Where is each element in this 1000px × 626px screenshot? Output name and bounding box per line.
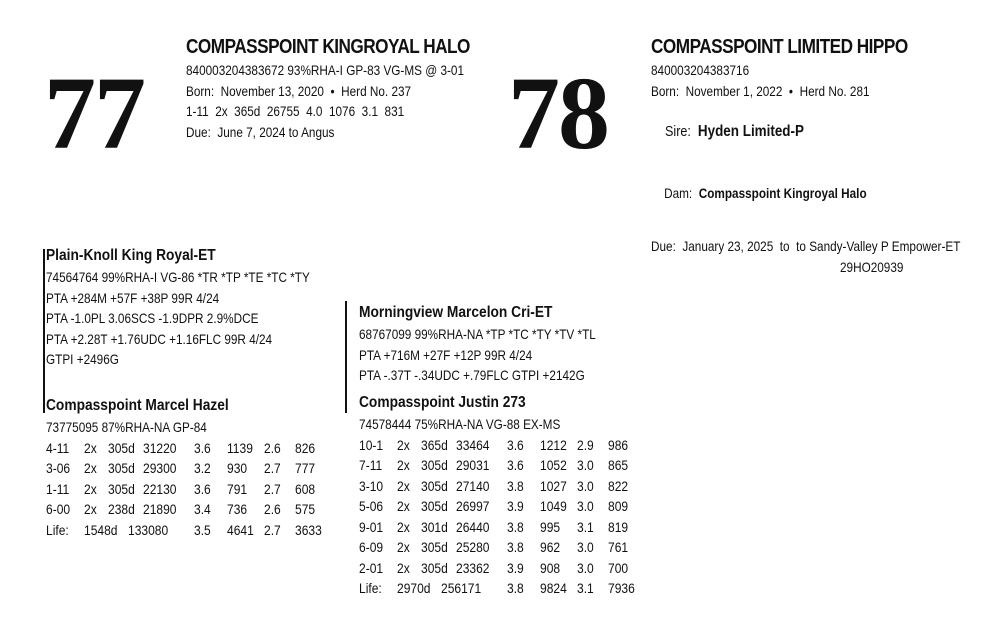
table-cell: 2x <box>397 498 410 514</box>
table-cell: 33464 <box>456 436 490 453</box>
table-cell: 3.0 <box>577 539 594 555</box>
lot-78-title: COMPASSPOINT LIMITED HIPPO <box>651 36 908 58</box>
lifetime-cell: 3.5 <box>194 521 211 538</box>
table-cell: 305d <box>108 439 135 456</box>
dam-left <box>46 395 322 540</box>
table-cell: 777 <box>295 460 316 476</box>
table-cell: 3.6 <box>507 436 524 453</box>
table-cell: 736 <box>227 501 248 517</box>
table-row <box>359 558 629 579</box>
table-cell: 3.0 <box>577 457 594 473</box>
pedigree-line: 74564764 99%RHA-I VG-86 *TR *TP *TE *TC *TY <box>46 269 310 285</box>
lot-78-due-code: 29HO20939 <box>840 258 904 275</box>
pedigree-line: PTA -1.0PL 3.06SCS -1.9DPR 2.9%DCE <box>46 310 259 326</box>
pedigree-bracket-right <box>345 301 347 413</box>
table-cell: 2-01 <box>359 559 384 576</box>
lot-78-dam-label: Dam: <box>664 185 693 201</box>
pedigree-bracket-left <box>43 249 45 413</box>
table-row <box>359 455 629 476</box>
table-cell: 1212 <box>540 436 567 453</box>
table-cell: 29300 <box>143 460 177 476</box>
lot-77-due: Due: June 7, 2024 to Angus <box>186 123 335 140</box>
sire-right <box>359 302 641 386</box>
table-cell: 962 <box>540 539 561 555</box>
pedigree-line: PTA +716M +27F +12P 99R 4/24 <box>359 346 533 363</box>
table-row <box>46 479 316 500</box>
table-cell: 2x <box>397 559 410 576</box>
table-cell: 31220 <box>143 439 177 456</box>
table-cell: 2x <box>84 439 97 456</box>
table-cell: 1027 <box>540 477 567 494</box>
dam-left-name: Compasspoint Marcel Hazel <box>46 397 229 414</box>
table-row <box>359 517 629 538</box>
table-cell: 305d <box>421 539 448 555</box>
table-row <box>359 537 629 558</box>
table-cell: 305d <box>421 498 448 514</box>
lifetime-row <box>359 578 635 599</box>
table-cell: 365d <box>421 436 448 453</box>
lot-78-born: Born: November 1, 2022 • Herd No. 281 <box>651 82 870 99</box>
dam-left-id: 73775095 87%RHA-NA GP-84 <box>46 419 207 435</box>
table-cell: 7-11 <box>359 457 383 473</box>
table-cell: 3.6 <box>194 480 211 497</box>
lot-number-78: 78 <box>508 56 608 171</box>
table-cell: 3.9 <box>507 559 524 576</box>
dam-right <box>359 392 635 599</box>
table-cell: 3.2 <box>194 460 211 476</box>
table-cell: 1049 <box>540 498 567 514</box>
sire-right-name: Morningview Marcelon Cri-ET <box>359 304 553 321</box>
table-cell: 2.6 <box>264 439 281 456</box>
table-cell: 791 <box>227 480 248 497</box>
table-cell: 2x <box>84 460 97 476</box>
dam-right-id: 74578444 75%RHA-NA VG-88 EX-MS <box>359 416 561 432</box>
table-cell: 3.9 <box>507 498 524 514</box>
table-cell: 22130 <box>143 480 177 497</box>
table-cell: 3.8 <box>507 477 524 494</box>
lifetime-cell: 4641 <box>227 521 254 538</box>
dam-right-name: Compasspoint Justin 273 <box>359 394 526 411</box>
lifetime-cell: 2970d <box>397 580 431 596</box>
table-cell: 21890 <box>143 501 177 517</box>
table-cell: 2x <box>397 539 410 555</box>
table-cell: 3-10 <box>359 477 384 494</box>
table-cell: 3-06 <box>46 460 71 476</box>
table-cell: 986 <box>608 436 629 453</box>
pedigree-line: 68767099 99%RHA-NA *TP *TC *TY *TV *TL <box>359 326 596 342</box>
lot-77-record: 1-11 2x 365d 26755 4.0 1076 3.1 831 <box>186 103 405 119</box>
table-cell: 6-09 <box>359 539 384 555</box>
table-cell: 305d <box>108 460 135 476</box>
lifetime-cell: 9824 <box>540 580 567 596</box>
lot-78-dam-value: Compasspoint Kingroyal Halo <box>698 185 867 201</box>
table-row <box>359 435 629 456</box>
table-cell: 2.7 <box>264 480 281 497</box>
table-cell: 3.1 <box>577 518 594 535</box>
table-cell: 608 <box>295 480 316 497</box>
lot-78-sire-label: Sire: <box>665 122 691 140</box>
table-cell: 3.0 <box>577 477 594 494</box>
table-cell: 1052 <box>540 457 567 473</box>
lot-77-id: 840003204383672 93%RHA-I GP-83 VG-MS @ 3-01 <box>186 62 465 78</box>
lifetime-cell: 1548d <box>84 521 118 538</box>
lot-78-id: 840003204383716 <box>651 62 750 78</box>
table-cell: 2x <box>397 436 410 453</box>
lifetime-cell: 256171 <box>441 580 482 596</box>
table-cell: 761 <box>608 539 629 555</box>
lifetime-cell: Life: <box>359 580 382 596</box>
table-cell: 3.4 <box>194 501 211 517</box>
table-cell: 29031 <box>456 457 490 473</box>
lifetime-cell: 3.1 <box>577 580 594 596</box>
lot-78-header <box>651 34 1000 277</box>
table-cell: 25280 <box>456 539 490 555</box>
table-cell: 2x <box>397 477 410 494</box>
table-cell: 2x <box>397 518 410 535</box>
table-cell: 908 <box>540 559 561 576</box>
table-cell: 305d <box>421 559 448 576</box>
table-cell: 305d <box>421 477 448 494</box>
table-cell: 4-11 <box>46 439 70 456</box>
table-cell: 3.8 <box>507 539 524 555</box>
table-cell: 3.0 <box>577 498 594 514</box>
lot-77-title: COMPASSPOINT KINGROYAL HALO <box>186 36 470 58</box>
table-cell: 3.6 <box>507 457 524 473</box>
table-cell: 6-00 <box>46 501 71 517</box>
table-cell: 2x <box>84 501 97 517</box>
table-cell: 301d <box>421 518 448 535</box>
lifetime-cell: Life: <box>46 521 69 538</box>
table-cell: 2.9 <box>577 436 594 453</box>
sire-left-name: Plain-Knoll King Royal-ET <box>46 247 216 264</box>
table-cell: 9-01 <box>359 518 384 535</box>
pedigree-line: GTPI +2496G <box>46 351 119 367</box>
table-cell: 10-1 <box>359 436 384 453</box>
table-cell: 826 <box>295 439 316 456</box>
table-row <box>359 496 629 517</box>
pedigree-line: PTA -.37T -.34UDC +.79FLC GTPI +2142G <box>359 367 585 383</box>
table-cell: 26997 <box>456 498 490 514</box>
pedigree-line: PTA +2.28T +1.76UDC +1.16FLC 99R 4/24 <box>46 330 273 347</box>
table-cell: 305d <box>108 480 135 497</box>
table-cell: 3.0 <box>577 559 594 576</box>
table-cell: 2.7 <box>264 460 281 476</box>
pedigree-line: PTA +284M +57F +38P 99R 4/24 <box>46 289 220 306</box>
table-cell: 930 <box>227 460 248 476</box>
sire-left <box>46 245 360 370</box>
table-cell: 700 <box>608 559 629 576</box>
table-cell: 995 <box>540 518 561 535</box>
table-cell: 865 <box>608 457 629 473</box>
table-cell: 3.8 <box>507 518 524 535</box>
table-cell: 2x <box>397 457 410 473</box>
lot-77-born: Born: November 13, 2020 • Herd No. 237 <box>186 82 412 99</box>
lifetime-cell: 2.7 <box>264 521 281 538</box>
table-row <box>359 476 629 497</box>
lot-number-77: 77 <box>44 56 144 171</box>
table-cell: 23362 <box>456 559 490 576</box>
lot-78-due: Due: January 23, 2025 to to Sandy-Valley P Empower-ET <box>651 238 961 254</box>
table-cell: 2.6 <box>264 501 281 517</box>
table-cell: 2x <box>84 480 97 497</box>
table-row <box>46 499 316 520</box>
lot-78-sire-value: Hyden Limited-P <box>697 122 804 140</box>
lot-78-sire <box>651 101 960 163</box>
table-cell: 575 <box>295 501 316 517</box>
table-cell: 238d <box>108 501 135 517</box>
table-cell: 1139 <box>227 439 253 456</box>
lot-78-dam <box>651 163 960 225</box>
table-cell: 819 <box>608 518 629 535</box>
table-row <box>46 458 316 479</box>
table-cell: 27140 <box>456 477 490 494</box>
table-cell: 822 <box>608 477 629 494</box>
lot-77-header <box>186 34 517 142</box>
table-cell: 1-11 <box>46 480 70 497</box>
table-cell: 26440 <box>456 518 490 535</box>
lifetime-cell: 133080 <box>128 521 169 538</box>
lifetime-cell: 3.8 <box>507 580 524 596</box>
table-cell: 3.6 <box>194 439 211 456</box>
lifetime-cell: 3633 <box>295 521 322 538</box>
table-cell: 809 <box>608 498 629 514</box>
table-cell: 305d <box>421 457 448 473</box>
table-row <box>46 438 316 459</box>
lifetime-cell: 7936 <box>608 580 635 596</box>
lifetime-row <box>46 520 322 541</box>
table-cell: 5-06 <box>359 498 384 514</box>
